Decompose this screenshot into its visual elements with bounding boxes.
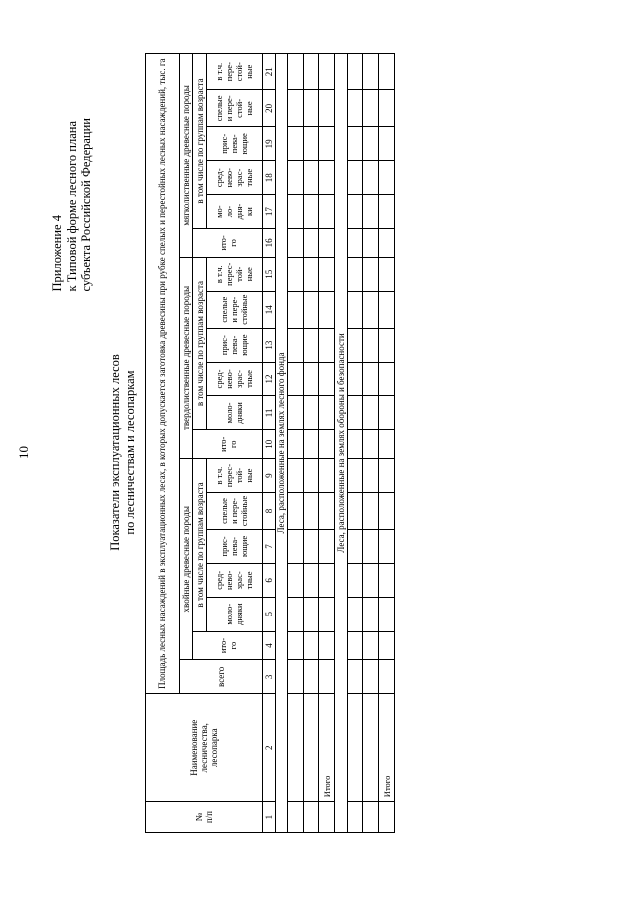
group-header-hardwood: твердолиственные древесные породы bbox=[179, 257, 193, 458]
appendix-note bbox=[50, 118, 94, 292]
age-middle-softwood: сред- нево- зрас- тные bbox=[206, 161, 262, 195]
col-number: 21 bbox=[263, 54, 275, 90]
total-row bbox=[379, 54, 395, 833]
total-label: Итого bbox=[319, 694, 335, 802]
col-number: 7 bbox=[263, 529, 275, 563]
title-line-2: по лесничествам и лесопаркам bbox=[122, 370, 137, 535]
col-number: 16 bbox=[263, 229, 275, 258]
col-number: 15 bbox=[263, 257, 275, 291]
appendix-line-2: к Типовой форме лесного плана bbox=[64, 120, 79, 292]
table-row bbox=[303, 54, 319, 833]
group-header-softwood: мягколиственные древесные породы bbox=[179, 54, 193, 258]
col-number: 14 bbox=[263, 291, 275, 328]
age-mature-softwood: спелые и пере- стой- ные bbox=[206, 90, 262, 127]
col-number: 11 bbox=[263, 396, 275, 430]
age-subheader-hardwood: в том числе по группам возраста bbox=[193, 257, 207, 430]
col-number: 9 bbox=[263, 459, 275, 493]
age-subheader-conifer: в том числе по группам возраста bbox=[193, 459, 207, 632]
section-row bbox=[275, 54, 287, 833]
age-overmature-conifer: в т.ч. перес- той- ные bbox=[206, 459, 262, 493]
col-number: 10 bbox=[263, 430, 275, 459]
col-number: 12 bbox=[263, 362, 275, 396]
col-number: 5 bbox=[263, 597, 275, 631]
col-number: 6 bbox=[263, 563, 275, 597]
title-line-1: Показатели эксплуатационных лесов bbox=[108, 354, 122, 551]
appendix-line-3: субъекта Российской Федерации bbox=[79, 118, 93, 292]
total-row bbox=[319, 54, 335, 833]
itogo-header-softwood: ито- го bbox=[193, 229, 263, 258]
group-header-conifer: хвойные древесные породы bbox=[179, 459, 193, 660]
age-middle-conifer: сред- нево- зрас- тные bbox=[206, 563, 262, 597]
itogo-header-conifer: ито- го bbox=[193, 631, 263, 660]
age-mature-conifer: спелые и пере- стойные bbox=[206, 493, 262, 530]
column-number-row bbox=[263, 54, 275, 833]
age-middle-hardwood: сред- нево- зрас- тные bbox=[206, 362, 262, 396]
age-mature-hardwood: спелые и пере- стойные bbox=[206, 291, 262, 328]
table-row bbox=[287, 54, 303, 833]
col-number: 20 bbox=[263, 90, 275, 127]
col-number: 8 bbox=[263, 493, 275, 530]
col-number: 4 bbox=[263, 631, 275, 660]
age-young-conifer: моло- дняки bbox=[206, 597, 262, 631]
age-young-hardwood: моло- дняки bbox=[206, 396, 262, 430]
col-name-header: Наименование лесничества, лесопарка bbox=[146, 694, 263, 802]
total-header: всего bbox=[179, 660, 262, 694]
page-number: 10 bbox=[16, 446, 31, 459]
section-title-forest-fund: Леса, расположенные на землях лесного фонда bbox=[275, 54, 287, 833]
itogo-header-hardwood: ито- го bbox=[193, 430, 263, 459]
age-maturing-hardwood: прис- пева- ющие bbox=[206, 328, 262, 362]
section-title-defense-lands: Леса, расположенные на землях обороны и безопасности bbox=[335, 54, 347, 833]
col-number: 2 bbox=[263, 694, 275, 802]
age-young-softwood: мо- ло- дня- ки bbox=[206, 195, 262, 229]
age-overmature-hardwood: в т.ч. перес- той- ные bbox=[206, 257, 262, 291]
table-row bbox=[363, 54, 379, 833]
age-overmature-softwood: в т.ч. пере- стой- ные bbox=[206, 54, 262, 90]
col-number: 19 bbox=[263, 127, 275, 161]
col-number: 17 bbox=[263, 195, 275, 229]
table-body bbox=[275, 54, 394, 833]
age-maturing-conifer: прис- пева- ющие bbox=[206, 529, 262, 563]
total-label: Итого bbox=[379, 694, 395, 802]
document-title bbox=[108, 0, 137, 905]
age-maturing-softwood: прис- пева- ющие bbox=[206, 127, 262, 161]
age-subheader-softwood: в том числе по группам возраста bbox=[193, 54, 207, 229]
col-num-header: № п/п bbox=[146, 802, 263, 833]
col-number: 3 bbox=[263, 660, 275, 694]
col-number: 13 bbox=[263, 328, 275, 362]
col-number: 1 bbox=[263, 802, 275, 833]
section-row bbox=[335, 54, 347, 833]
area-header: Площадь лесных насаждений в эксплуатационных лесах, в которых допускается заготовка древесины при рубке спелых и перестойных лесных насаждений, тыс. га bbox=[146, 54, 180, 694]
appendix-line-1: Приложение 4 bbox=[50, 215, 64, 292]
col-number: 18 bbox=[263, 161, 275, 195]
indicators-table bbox=[145, 53, 395, 833]
table-row bbox=[347, 54, 363, 833]
